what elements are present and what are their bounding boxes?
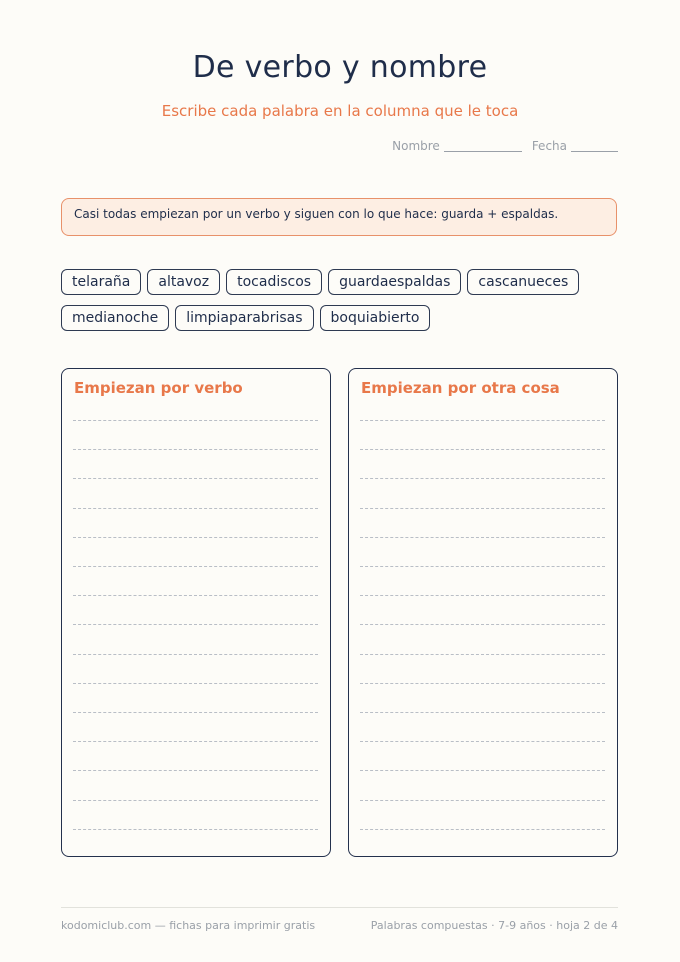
writing-line[interactable]: [73, 624, 318, 625]
writing-line[interactable]: [73, 741, 318, 742]
date-blank[interactable]: [571, 150, 618, 152]
word-chip: guardaespaldas: [328, 269, 461, 295]
writing-line[interactable]: [360, 683, 605, 684]
word-chip: tocadiscos: [226, 269, 322, 295]
writing-line[interactable]: [360, 566, 605, 567]
writing-line[interactable]: [73, 654, 318, 655]
writing-line[interactable]: [360, 595, 605, 596]
column-other-title: Empiezan por otra cosa: [361, 379, 560, 397]
writing-line[interactable]: [360, 420, 605, 421]
writing-line[interactable]: [360, 712, 605, 713]
writing-line[interactable]: [360, 829, 605, 830]
word-chip: telaraña: [61, 269, 141, 295]
writing-line[interactable]: [73, 508, 318, 509]
writing-line[interactable]: [73, 595, 318, 596]
word-chip: medianoche: [61, 305, 169, 331]
writing-line[interactable]: [360, 624, 605, 625]
writing-line[interactable]: [360, 508, 605, 509]
footer-sheet-info: Palabras compuestas · 7-9 años · hoja 2 de 4: [370, 919, 618, 932]
word-bank: [61, 269, 621, 331]
word-chip: boquiabierto: [320, 305, 431, 331]
column-other: [348, 368, 618, 857]
column-verb: [61, 368, 331, 857]
writing-line[interactable]: [360, 449, 605, 450]
writing-line[interactable]: [73, 566, 318, 567]
writing-line[interactable]: [73, 537, 318, 538]
writing-line[interactable]: [360, 654, 605, 655]
writing-line[interactable]: [360, 741, 605, 742]
name-date-fields: [392, 139, 618, 153]
writing-line[interactable]: [73, 449, 318, 450]
name-blank[interactable]: [444, 150, 522, 152]
footer-divider: [61, 907, 618, 908]
writing-line[interactable]: [360, 478, 605, 479]
writing-line[interactable]: [73, 420, 318, 421]
writing-line[interactable]: [360, 770, 605, 771]
page-title: De verbo y nombre: [192, 50, 488, 85]
writing-line[interactable]: [73, 478, 318, 479]
writing-line[interactable]: [73, 800, 318, 801]
page-subtitle: Escribe cada palabra en la columna que le toca: [161, 102, 519, 120]
writing-line[interactable]: [360, 800, 605, 801]
writing-line[interactable]: [360, 537, 605, 538]
word-chip: cascanueces: [467, 269, 579, 295]
word-chip: altavoz: [147, 269, 220, 295]
name-label: Nombre: [392, 139, 440, 153]
word-chip: limpiaparabrisas: [175, 305, 313, 331]
date-label: Fecha: [531, 139, 567, 153]
writing-line[interactable]: [73, 829, 318, 830]
writing-line[interactable]: [73, 712, 318, 713]
footer-site: kodomiclub.com — fichas para imprimir gratis: [61, 919, 316, 932]
column-verb-title: Empiezan por verbo: [74, 379, 243, 397]
tip-box: Casi todas empiezan por un verbo y siguen con lo que hace: guarda + espaldas.: [61, 198, 617, 236]
writing-line[interactable]: [73, 770, 318, 771]
writing-line[interactable]: [73, 683, 318, 684]
